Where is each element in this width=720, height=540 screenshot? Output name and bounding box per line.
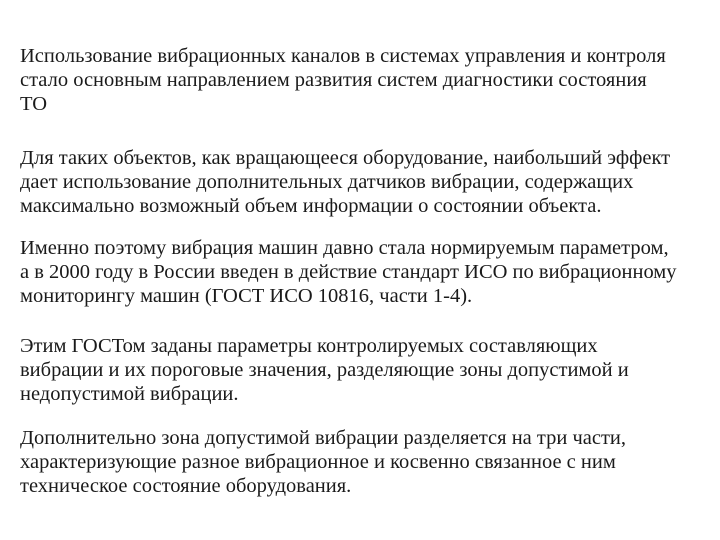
paragraph-iso-standard [20,236,710,308]
text-line: Дополнительно зона допустимой вибрации разделяется на три части, [20,427,627,449]
paragraph-gost-parameters [20,334,710,406]
text-line: максимально возможный объем информации о состоянии объекта. [20,195,602,217]
text-line: вибрации и их пороговые значения, разделяющие зоны допустимой и [20,359,629,381]
paragraph-vibration-channels [20,44,710,116]
text-line: недопустимой вибрации. [20,383,239,405]
text-line: а в 2000 году в России введен в действие стандарт ИСО по вибрационному [20,261,677,283]
text-line: Этим ГОСТом заданы параметры контролируемых составляющих [20,335,598,357]
text-line: Именно поэтому вибрация машин давно стала нормируемым параметром, [20,237,669,259]
text-line: техническое состояние оборудования. [20,475,352,497]
text-line: стало основным направлением развития систем диагностики состояния [20,69,647,91]
text-line: характеризующие разное вибрационное и косвенно связанное с ним [20,451,616,473]
text-line: ТО [20,93,48,115]
paragraph-vibration-zones [20,426,710,498]
text-line: мониторингу машин (ГОСТ ИСО 10816, части 1-4). [20,285,473,307]
text-line: дает использование дополнительных датчиков вибрации, содержащих [20,171,634,193]
text-line: Использование вибрационных каналов в системах управления и контроля [20,45,666,67]
paragraph-rotating-equipment [20,146,710,218]
text-line: Для таких объектов, как вращающееся оборудование, наибольший эффект [20,147,671,169]
